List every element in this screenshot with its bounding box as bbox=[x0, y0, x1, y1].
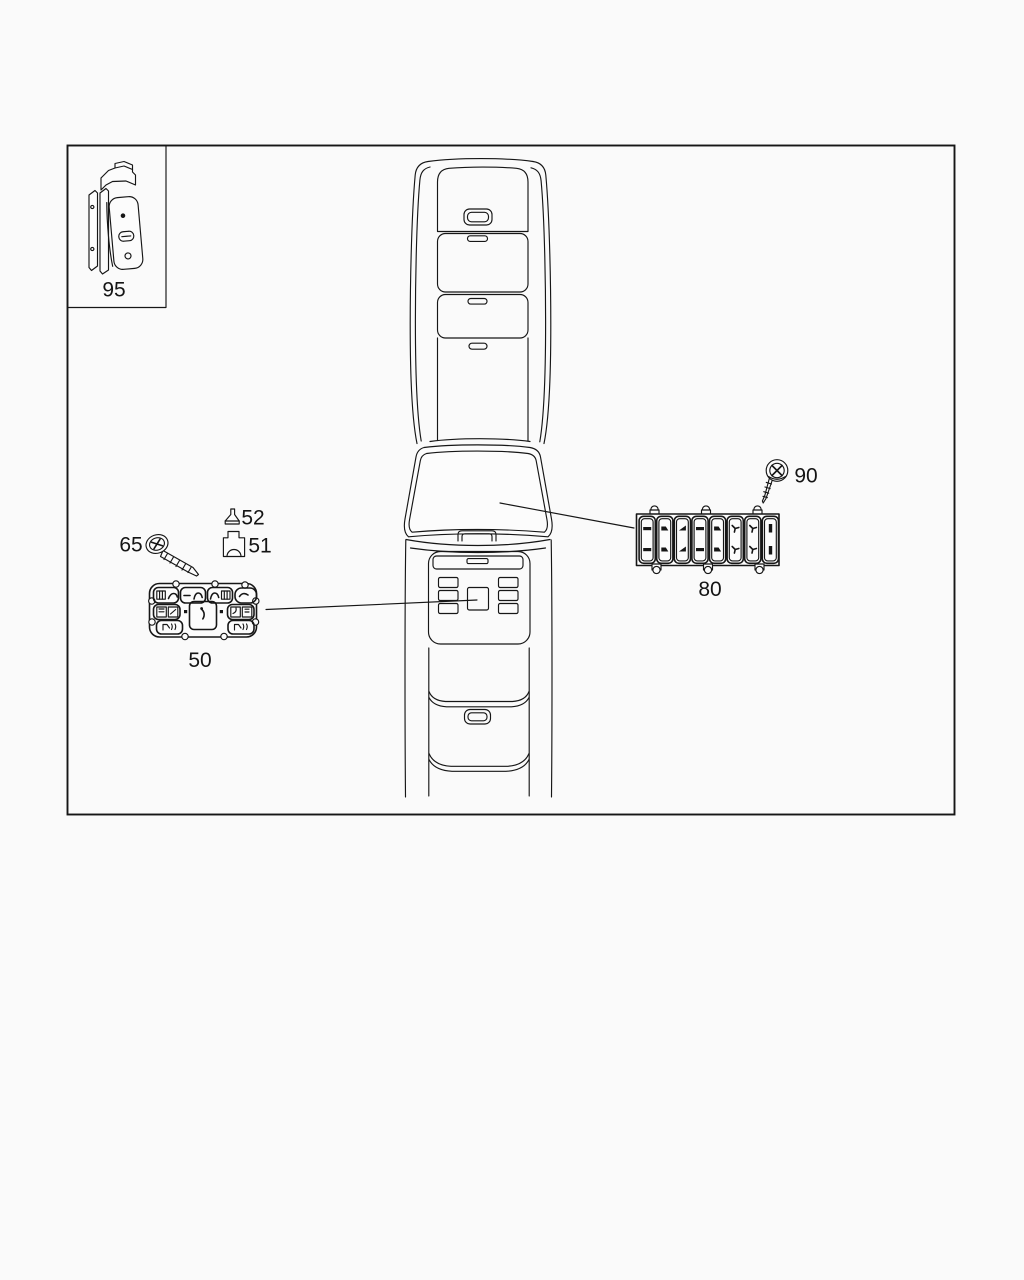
console-bin-1 bbox=[438, 234, 529, 293]
callout-50-label: 50 bbox=[188, 649, 212, 672]
rear-switch-openings bbox=[439, 578, 519, 614]
callout-52-label: 52 bbox=[241, 506, 265, 530]
console-slot bbox=[469, 343, 487, 349]
tower-outline-left bbox=[410, 159, 533, 444]
lid-latch bbox=[464, 209, 492, 225]
part-65-screw bbox=[143, 532, 198, 576]
part-90-screw bbox=[762, 460, 787, 503]
console-side-left bbox=[405, 540, 406, 797]
center-console bbox=[404, 159, 552, 797]
part-50-switch-panel bbox=[149, 581, 259, 640]
rocker-face bbox=[105, 196, 143, 271]
tower-outline-right bbox=[533, 162, 551, 444]
part-95-rocker-switch bbox=[89, 162, 144, 275]
callout-90-label: 90 bbox=[794, 464, 818, 488]
part-51-bulb-socket bbox=[223, 532, 244, 557]
callout-95-label: 95 bbox=[102, 278, 126, 302]
part-52-bulb bbox=[225, 509, 239, 524]
console-side-right bbox=[551, 540, 552, 797]
console-bin-2 bbox=[438, 295, 529, 339]
armrest-lid bbox=[404, 445, 552, 537]
leader-line-50 bbox=[266, 600, 477, 610]
callout-80-label: 80 bbox=[698, 578, 722, 601]
part-80-switch-unit bbox=[637, 506, 780, 574]
callout-51-label: 51 bbox=[248, 534, 272, 558]
rear-switch-center-opening bbox=[468, 588, 489, 611]
callout-65-label: 65 bbox=[119, 533, 143, 557]
rear-switch-face bbox=[429, 552, 531, 645]
